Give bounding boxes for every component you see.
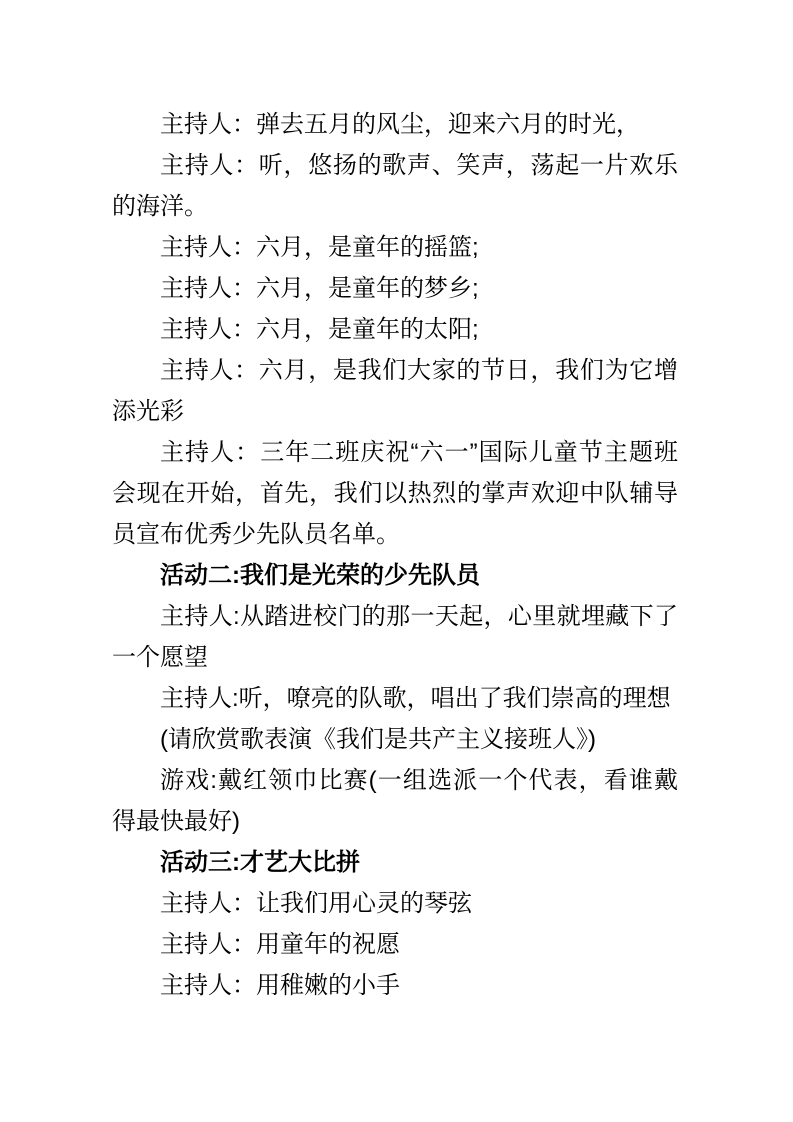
activity-3-heading: 活动三:才艺大比拼	[160, 849, 360, 876]
host-line: 主持人：听，悠扬的歌声、笑声，荡起一片欢乐的海洋。	[112, 152, 678, 220]
host-line: 主持人：六月，是我们大家的节日，我们为它增添光彩	[112, 357, 678, 425]
host-line: 主持人：六月，是童年的太阳;	[160, 316, 479, 343]
host-line: 主持人：让我们用心灵的琴弦	[160, 890, 472, 917]
host-line: 主持人：弹去五月的风尘，迎来六月的时光，	[160, 111, 640, 138]
performance-note: (请欣赏歌表演《我们是共产主义接班人》)	[160, 726, 596, 753]
host-line: 主持人：用稚嫩的小手	[160, 972, 400, 999]
host-line: 主持人：三年二班庆祝“六一”国际儿童节主题班会现在开始，首先，我们以热烈的掌声欢迎中队辅导员宣布优秀少先队员名单。	[112, 439, 678, 548]
host-line: 主持人：六月，是童年的梦乡;	[160, 275, 479, 302]
host-line: 主持人:从踏进校门的那一天起，心里就埋藏下了一个愿望	[112, 603, 678, 671]
game-line: 游戏:戴红领巾比赛(一组选派一个代表，看谁戴得最快最好)	[112, 767, 678, 835]
host-line: 主持人:听，嘹亮的队歌，唱出了我们崇高的理想	[160, 685, 671, 712]
activity-2-heading: 活动二:我们是光荣的少先队员	[160, 562, 480, 589]
host-line: 主持人：六月，是童年的摇篮;	[160, 234, 479, 261]
host-line: 主持人：用童年的祝愿	[160, 931, 400, 958]
